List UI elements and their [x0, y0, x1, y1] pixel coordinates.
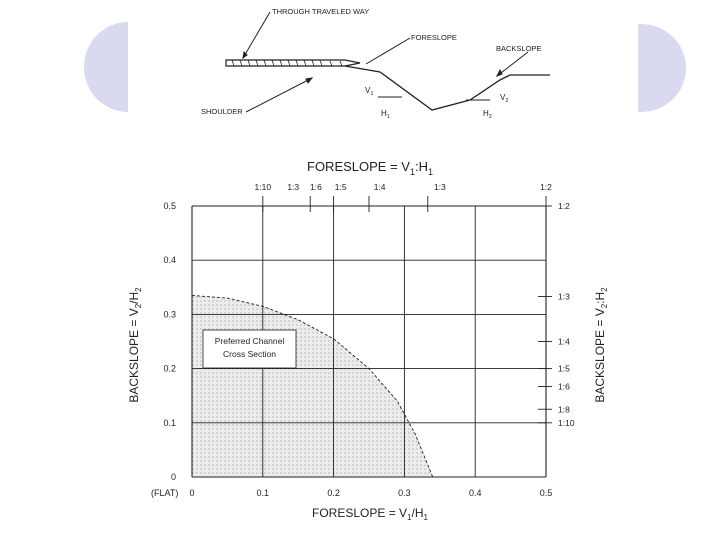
pavement-hatching: [232, 60, 342, 66]
x-tick-label: 0.3: [398, 488, 411, 498]
right-ratio-tick-label: 1:10: [558, 417, 575, 428]
y-tick-label: 0.4: [163, 255, 176, 266]
top-ratio-ticks: [255, 182, 553, 212]
through-traveled-way-label: THROUGH TRAVELED WAY: [272, 7, 370, 16]
top-ratio-tick-label: 1:4: [373, 182, 386, 192]
x-tick-label: 0.4: [468, 488, 482, 498]
top-ratio-tick-label: 1:10: [254, 182, 272, 192]
chart-x-axis-label: FORESLOPE = $V_1/H_1$: [312, 506, 428, 522]
shoulder-leader-arrow: [306, 78, 312, 83]
right-ratio-tick-label: 1:5: [558, 363, 570, 374]
v1-label: $V_1$: [365, 86, 374, 97]
top-ratio-tick-label: 1:2: [540, 182, 552, 192]
x-tick-label: 0.2: [327, 488, 340, 498]
y-tick-label: 0.2: [163, 363, 176, 374]
chart-title: FORESLOPE = $V_1:H_1$: [307, 159, 433, 177]
slope-chart: [127, 159, 609, 522]
v2-label: $V_2$: [500, 93, 509, 104]
x-tick-labels: [189, 488, 552, 498]
top-ratio-tick-label: 1:5: [334, 182, 347, 192]
right-ratio-tick-label: 1:6: [558, 381, 570, 392]
shoulder-leader: [246, 78, 312, 112]
chart-y-axis-label: BACKSLOPE = $V_2/H_2$: [127, 287, 143, 403]
right-ratio-tick-label: 1:3: [558, 291, 570, 302]
y-tick-label: 0: [170, 472, 176, 482]
top-ratio-tick-label: 1:3: [433, 182, 446, 192]
right-ratio-tick-label: 1:2: [558, 201, 570, 211]
ground-profile: [345, 66, 550, 110]
y-tick-label: 0.5: [163, 201, 176, 211]
x-flat-label: (FLAT): [151, 488, 179, 498]
region-label-line1: Preferred Channel: [214, 336, 285, 346]
pavement-layer: [226, 60, 360, 66]
region-label-line2: Cross Section: [223, 349, 276, 359]
h2-label: $H_2$: [483, 109, 492, 120]
foreslope-leader: [366, 38, 410, 64]
top-ratio-tick-label: 1:3: [287, 182, 300, 192]
foreslope-label: FORESLOPE: [411, 33, 457, 42]
y-tick-label: 0.3: [163, 309, 176, 320]
h1-label: $H_1$: [381, 109, 390, 120]
y-tick-label: 0.1: [163, 417, 176, 428]
preferred-region-fill: [192, 295, 433, 477]
x-tick-label: 0.5: [539, 488, 553, 498]
right-ratio-tick-label: 1:8: [558, 404, 570, 415]
chart-right-axis-label: BACKSLOPE = $V_2:H_2$: [593, 287, 609, 403]
top-ratio-tick-label: 1:6: [309, 182, 322, 192]
shoulder-label: SHOULDER: [201, 107, 243, 116]
right-ratio-tick-label: 1:4: [558, 336, 570, 347]
through-way-leader: [243, 12, 270, 58]
backslope-leader-arrow: [497, 70, 502, 76]
x-tick-label: 0.1: [256, 488, 270, 498]
x-tick-label: 0: [189, 488, 195, 498]
backslope-label: BACKSLOPE: [496, 44, 542, 53]
y-tick-labels: [163, 201, 176, 482]
